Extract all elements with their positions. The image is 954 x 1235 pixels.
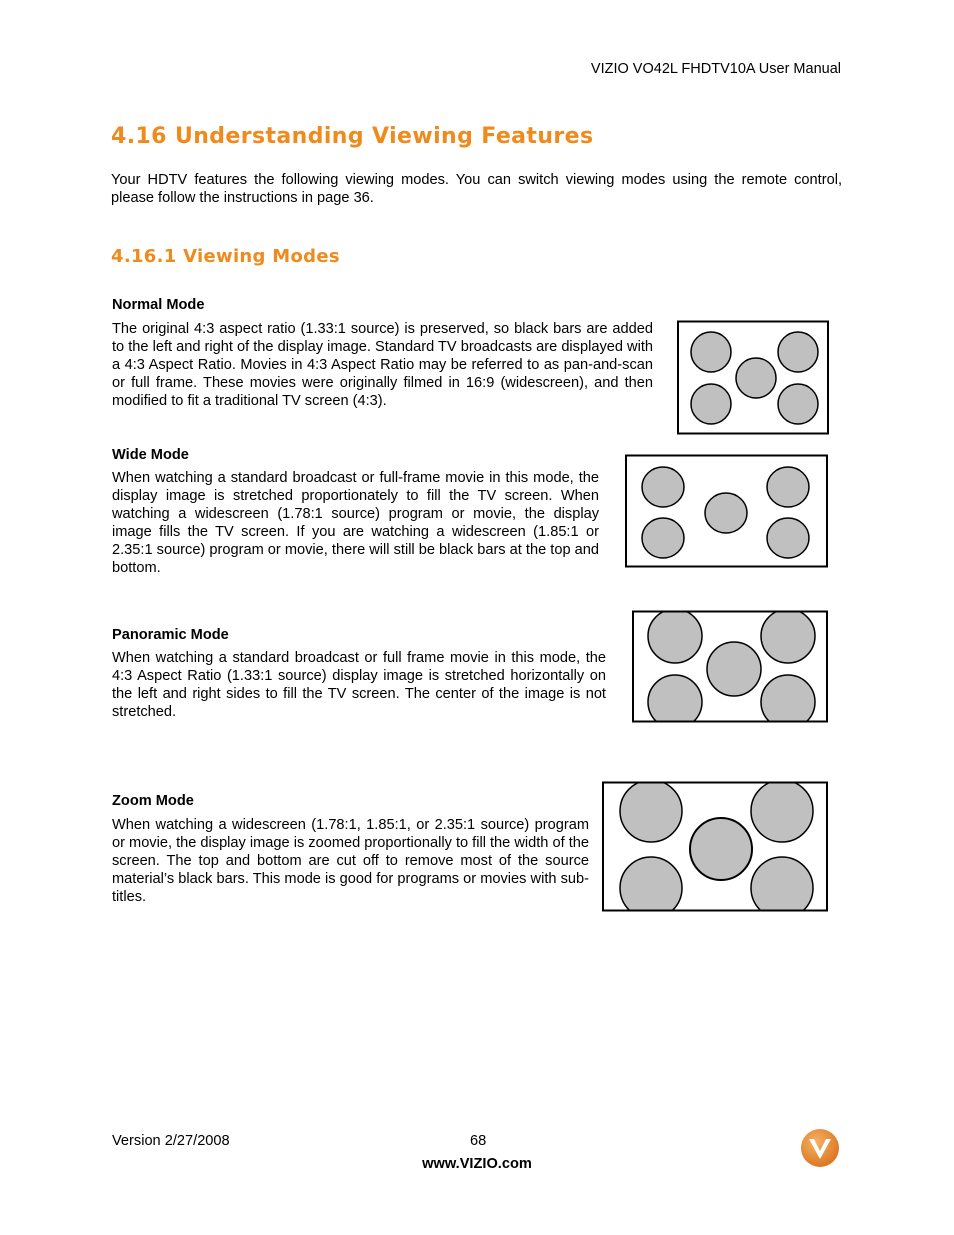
circle-shape [620,781,682,842]
circle-shape [705,493,747,533]
circle-shape [691,332,731,372]
circle-shape [761,675,815,725]
panoramic-mode-text: When watching a standard broadcast or full frame movie in this mode, the 4:3 Aspect Ratio (1.33:1 source) display image is stretched horizontally on the left and right sides to fill the TV screen. The center of the image is not stretched. [112,650,606,720]
footer-version: Version 2/27/2008 [112,1133,230,1149]
zoom-mode-title: Zoom Mode [112,793,194,809]
subsection-heading: 4.16.1 Viewing Modes [111,246,340,267]
normal-mode-title: Normal Mode [112,297,205,313]
circle-shape [751,857,813,913]
section-heading: 4.16 Understanding Viewing Features [111,124,594,149]
circle-shape [736,358,776,398]
normal-mode-text: The original 4:3 aspect ratio (1.33:1 source) is preserved, so black bars are added to the left and right of the display image. Standard TV broadcasts are displayed with a 4:3 Aspect Ratio. Movies in 4:3 Aspect Ratio may be referred to as pan-and-scan or full frame. These movies were originally filmed in 16:9 (widescreen), and then modified to fit a traditional TV screen (4:3). [112,321,653,409]
page-number: 68 [470,1133,487,1149]
circle-shape [761,610,815,663]
circle-shape [767,518,809,558]
zoom-mode-diagram [602,781,830,913]
circle-shape [707,642,761,696]
header-title: VIZIO VO42L FHDTV10A User Manual [590,61,841,77]
circle-shape [778,384,818,424]
wide-mode-diagram [625,454,830,570]
circle-shape [691,384,731,424]
normal-mode-diagram [677,320,832,438]
zoom-mode-text: When watching a widescreen (1.78:1, 1.85:1, or 2.35:1 source) program or movie, the display image is zoomed proportionally to fill the width of the screen. The top and bottom are cut off to remove most of the source material’s black bars. This mode is good for programs or movies with sub-titles. [112,817,589,905]
circle-shape [751,781,813,842]
wide-mode-text: When watching a standard broadcast or full-frame movie in this mode, the display image is stretched proportionately to fill the TV screen. When watching a widescreen (1.78:1 source) program or movie, the display image fills the TV screen. If you are watching a widescreen (1.85:1 or 2.35:1 source) program or movie, there will still be black bars at the top and bottom. [112,470,599,576]
circle-shape [642,518,684,558]
panoramic-mode-diagram [632,610,830,725]
panoramic-mode-title: Panoramic Mode [112,627,229,643]
circle-shape [690,818,752,880]
circle-shape [648,610,702,663]
circle-shape [620,857,682,913]
circle-shape [642,467,684,507]
vizio-v-logo-icon [800,1128,840,1168]
wide-mode-title: Wide Mode [112,447,189,463]
circle-shape [648,675,702,725]
section-intro: Your HDTV features the following viewing modes. You can switch viewing modes using the remote control, please follow the instructions in page 36. [111,172,842,206]
circle-shape [778,332,818,372]
footer-url: www.VIZIO.com [422,1156,532,1172]
circle-shape [767,467,809,507]
